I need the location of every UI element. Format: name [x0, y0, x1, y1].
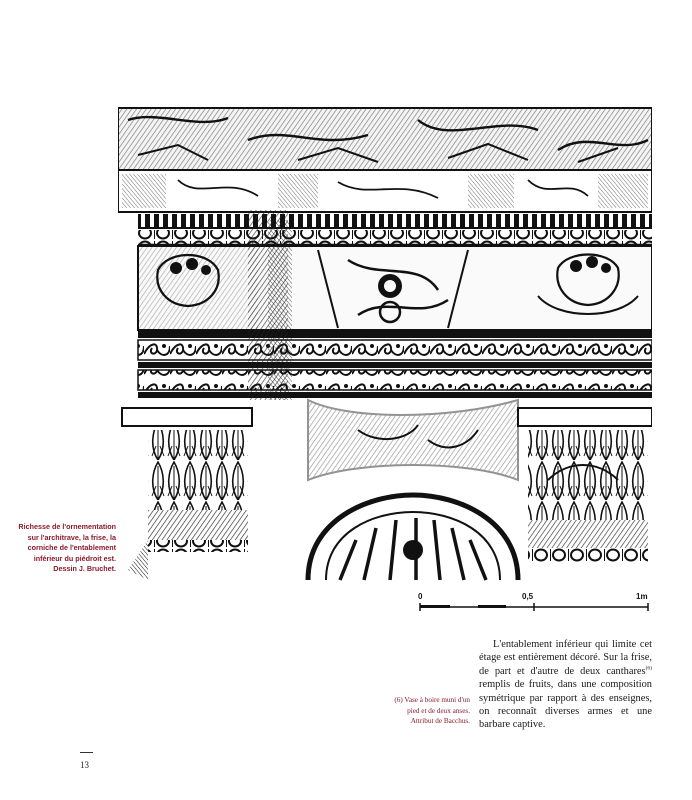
caption-line: Richesse de l'ornementation: [18, 522, 116, 531]
scale-label-start: 0: [418, 592, 423, 601]
body-text-before-note: L'entablement inférieur qui limite cet étage est entièrement décoré. Sur la frise, de part et d'autre de deux canthares: [479, 639, 652, 677]
body-paragraph: [479, 638, 652, 732]
scale-label-end: 1m: [636, 592, 648, 601]
page-number: 13: [80, 760, 89, 770]
scale-bar: [412, 592, 652, 612]
scale-ruler: [412, 592, 652, 612]
footnote-reference[interactable]: (6): [645, 665, 652, 672]
footnote-line: pied et de deux anses.: [407, 706, 470, 715]
footnote-line: Attribut de Bacchus.: [410, 717, 470, 726]
scale-label-mid: 0,5: [522, 592, 534, 601]
entablature-drawing: [118, 100, 652, 584]
body-text-after-note: remplis de fruits, dans une composition symétrique par rapport à des enseignes, on reconnaît diverses armes et une barbare captive.: [479, 679, 652, 731]
figure-caption: [8, 522, 116, 575]
caption-line: Dessin J. Bruchet.: [53, 564, 116, 573]
page-number-rule: [80, 752, 93, 753]
caption-line: corniche de l'entablement: [27, 543, 116, 552]
caption-line: inférieur du piédroit est.: [33, 553, 116, 563]
caption-line: sur l'architrave, la frise, la: [27, 532, 116, 542]
footnote: [366, 695, 470, 727]
footnote-line: (6) Vase à boire muni d'un: [394, 696, 470, 704]
